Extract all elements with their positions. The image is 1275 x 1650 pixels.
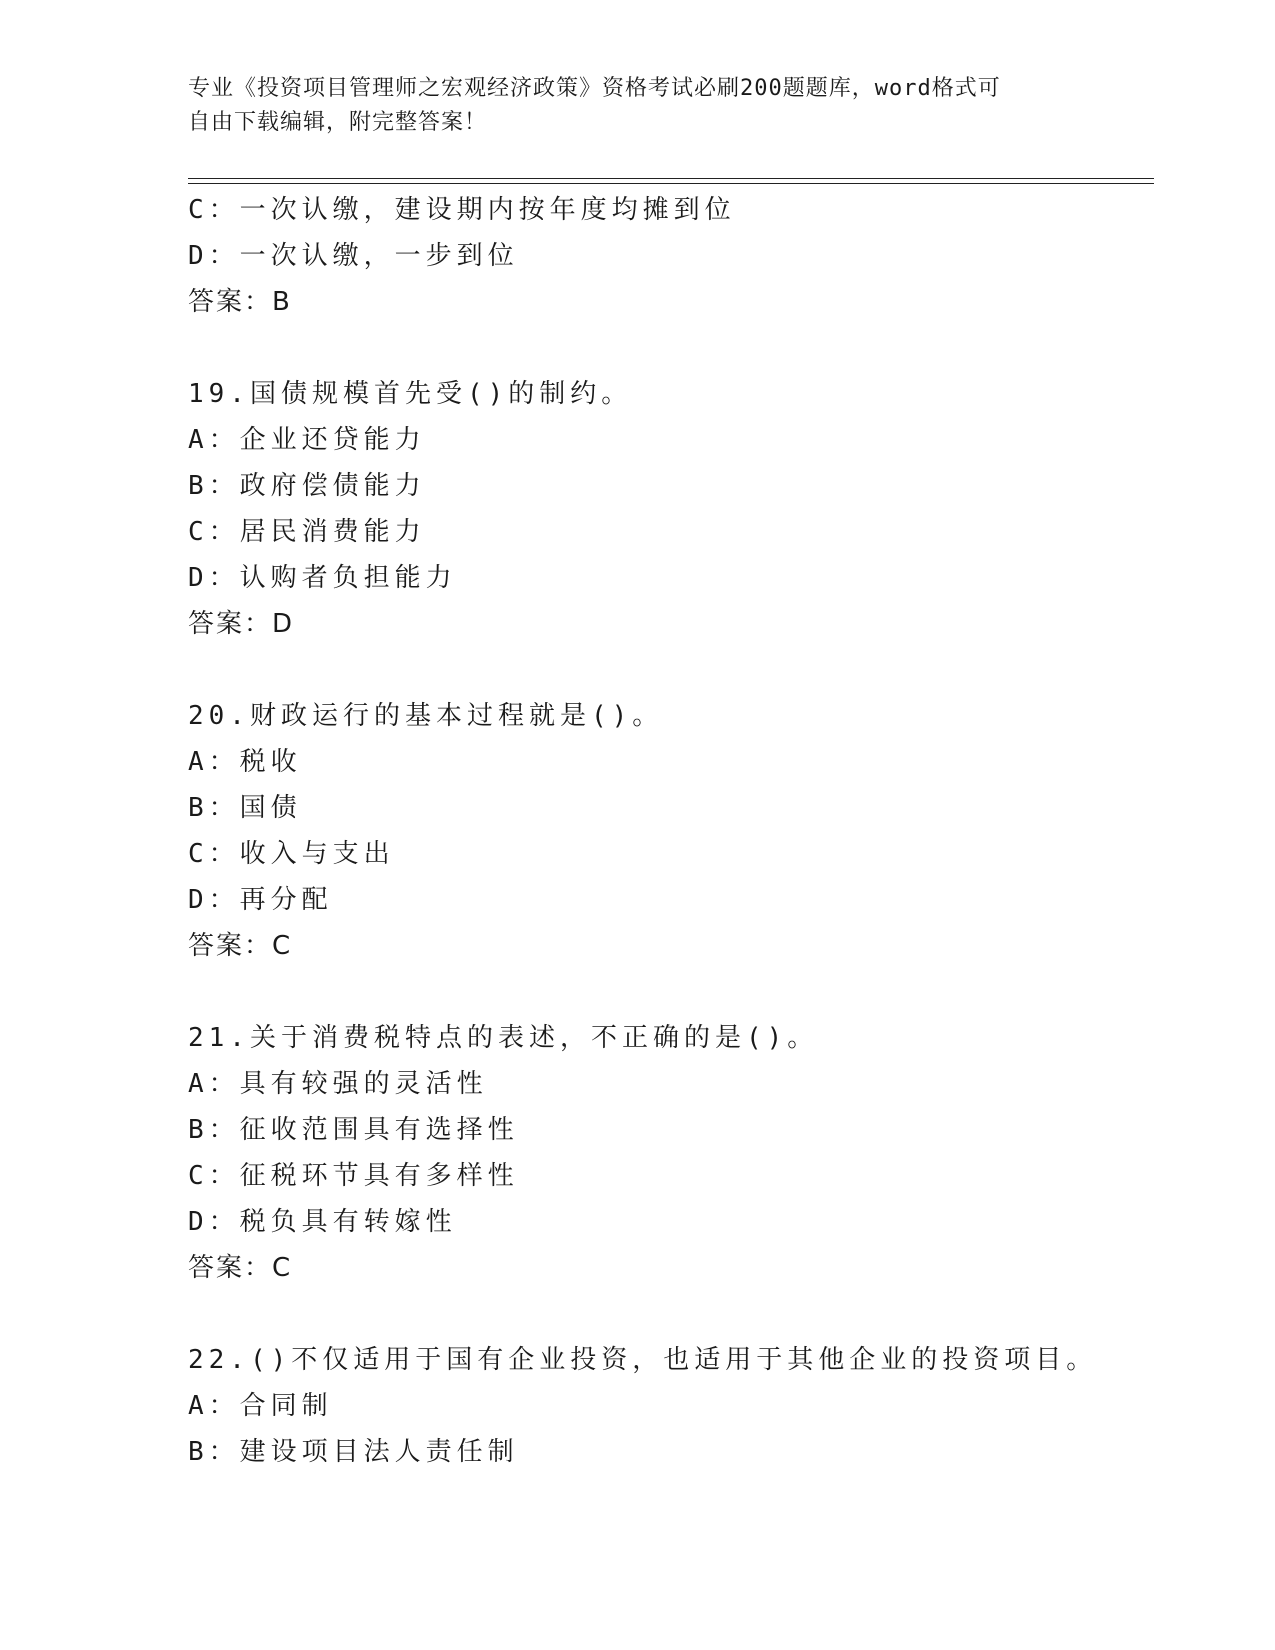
option-a: A：税收 (188, 747, 302, 777)
question-block-22 (188, 1337, 1154, 1475)
option-d: D：再分配 (188, 885, 333, 915)
document-header (188, 72, 1068, 140)
question-block-continued (188, 187, 1154, 325)
spacer (188, 325, 1154, 371)
answer-line: 答案：B (188, 287, 292, 317)
option-d: D：认购者负担能力 (188, 563, 457, 593)
option-c: C：居民消费能力 (188, 517, 426, 547)
header-line-1: 专业《投资项目管理师之宏观经济政策》资格考试必刷200题题库，word格式可 (188, 76, 1001, 101)
header-line-2: 自由下载编辑，附完整答案！ (188, 110, 488, 135)
spacer (188, 647, 1154, 693)
option-c: C：征税环节具有多样性 (188, 1161, 519, 1191)
spacer (188, 1291, 1154, 1337)
option-d: D：一次认缴，一步到位 (188, 241, 519, 271)
option-a: A：合同制 (188, 1391, 333, 1421)
answer-line: 答案：D (188, 609, 295, 639)
option-d: D：税负具有转嫁性 (188, 1207, 457, 1237)
option-b: B：政府偿债能力 (188, 471, 426, 501)
option-a: A：企业还贷能力 (188, 425, 426, 455)
question-text: 22.()不仅适用于国有企业投资，也适用于其他企业的投资项目。 (188, 1345, 1098, 1375)
option-b: B：征收范围具有选择性 (188, 1115, 519, 1145)
question-text: 19.国债规模首先受()的制约。 (188, 379, 633, 409)
question-block-19 (188, 371, 1154, 647)
question-text: 20.财政运行的基本过程就是()。 (188, 701, 664, 731)
option-c: C：一次认缴，建设期内按年度均摊到位 (188, 195, 736, 225)
header-divider-bottom (188, 183, 1154, 184)
question-list (188, 187, 1154, 1475)
question-text: 21.关于消费税特点的表述，不正确的是()。 (188, 1023, 819, 1053)
answer-line: 答案：C (188, 931, 293, 961)
question-block-21 (188, 1015, 1154, 1291)
option-b: B：建设项目法人责任制 (188, 1437, 519, 1467)
header-divider-top (188, 178, 1154, 179)
question-block-20 (188, 693, 1154, 969)
answer-line: 答案：C (188, 1253, 293, 1283)
option-a: A：具有较强的灵活性 (188, 1069, 488, 1099)
option-c: C：收入与支出 (188, 839, 395, 869)
spacer (188, 969, 1154, 1015)
option-b: B：国债 (188, 793, 302, 823)
